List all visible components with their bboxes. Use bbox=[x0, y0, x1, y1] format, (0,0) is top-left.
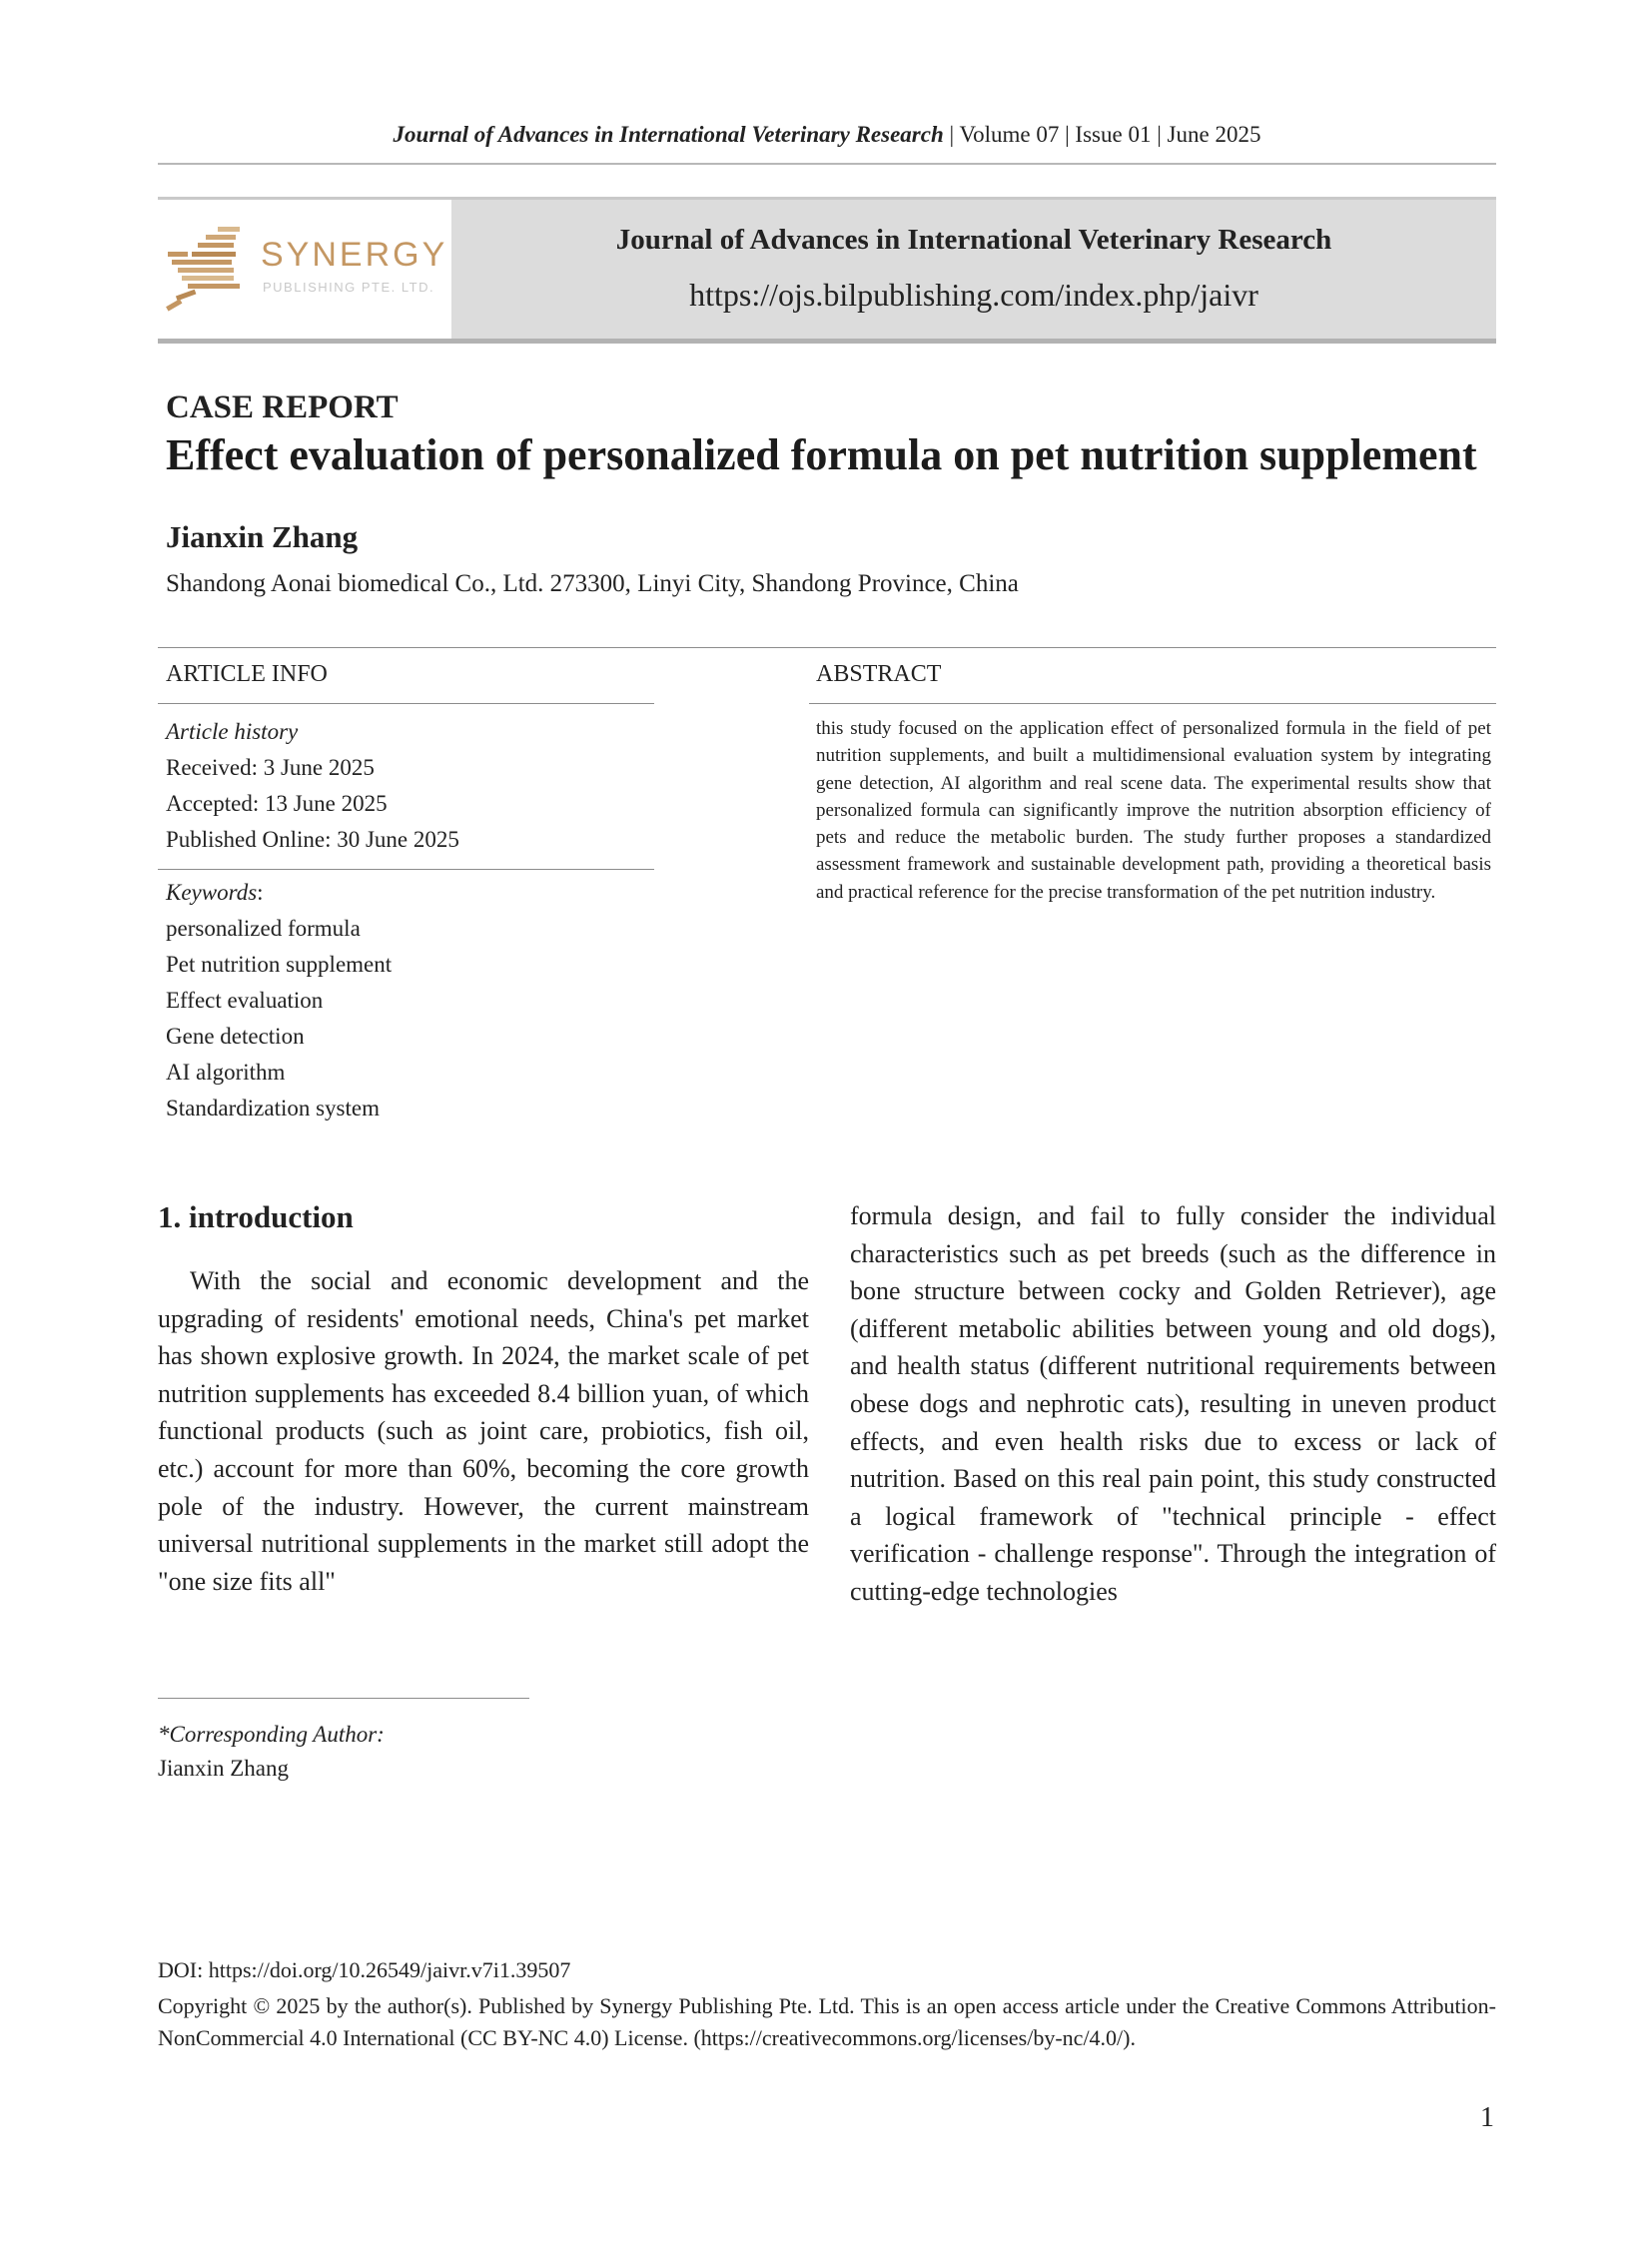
accepted-date: Accepted: 13 June 2025 bbox=[166, 791, 388, 816]
section-heading-introduction: 1. introduction bbox=[158, 1199, 354, 1234]
journal-url-link[interactable]: https://ojs.bilpublishing.com/index.php/jaivr bbox=[689, 277, 1258, 313]
header-rule bbox=[158, 163, 1496, 165]
banner-journal-name: Journal of Advances in International Veterinary Research bbox=[615, 224, 1332, 256]
history-label: Article history bbox=[166, 719, 299, 744]
abstract-text: this study focused on the application effect of personalized formula in the field of pet nutrition supplements, and built a multidimensional evaluation system by integrating gene detection, AI algorithm and real scene data. The experimental results show that personalized formula can significantly improve the nutrition absorption efficiency of pets and reduce the metabolic burden. The study further proposes a standardized assessment framework and sustainable development path, providing a theoretical basis and practical reference for the precise transformation of the pet nutrition industry. bbox=[816, 718, 1491, 903]
keyword-item: Gene detection bbox=[166, 1024, 305, 1049]
corresponding-author-label: *Corresponding Author: bbox=[158, 1722, 385, 1747]
logo-subtitle: PUBLISHING PTE. LTD. bbox=[263, 280, 435, 295]
doi-link[interactable]: DOI: https://doi.org/10.26549/jaivr.v7i1.39507 bbox=[158, 1957, 571, 1982]
keyword-item: Effect evaluation bbox=[166, 988, 324, 1013]
running-head-journal: Journal of Advances in International Veterinary Research bbox=[393, 122, 944, 147]
author-affiliation: Shandong Aonai biomedical Co., Ltd. 273300, Linyi City, Shandong Province, China bbox=[166, 570, 1019, 597]
abstract-heading: ABSTRACT bbox=[816, 661, 942, 687]
abstract-heading-rule bbox=[809, 703, 1496, 704]
article-history bbox=[166, 714, 459, 858]
history-rule bbox=[158, 869, 654, 870]
info-top-rule bbox=[158, 647, 1496, 648]
intro-paragraph-left: With the social and economic development and the upgrading of residents' emotional needs, China's pet market has shown explosive growth. In 2024, the market scale of pet nutrition supplements has exceeded 8.4 billion yuan, of which functional products (such as joint care, probiotics, fish oil, etc.) account for more than 60%, becoming the core growth pole of the industry. However, the current mainstream universal nutritional supplements in the market still adopt the "one size fits all" bbox=[158, 1266, 809, 1596]
keywords-label: Keywords bbox=[166, 880, 258, 905]
keyword-item: AI algorithm bbox=[166, 1060, 286, 1085]
copyright-notice: Copyright © 2025 by the author(s). Published by Synergy Publishing Pte. Ltd. This is an open access article under the Creative Commons Attribution-NonCommercial 4.0 International (CC BY-NC 4.0) License. (https://creativecommons.org/licenses/by-nc/4.0/). bbox=[158, 1993, 1496, 2050]
keywords-block bbox=[166, 875, 392, 1126]
keyword-item: personalized formula bbox=[166, 916, 361, 941]
synergy-logo-icon bbox=[158, 200, 258, 339]
running-head bbox=[158, 122, 1496, 148]
footnote-rule bbox=[158, 1698, 529, 1699]
published-date: Published Online: 30 June 2025 bbox=[166, 827, 459, 852]
article-type: CASE REPORT bbox=[166, 389, 399, 425]
running-head-issue: | Volume 07 | Issue 01 | June 2025 bbox=[943, 122, 1261, 147]
banner-bottom-rule bbox=[158, 339, 1496, 344]
logo-wordmark: SYNERGY bbox=[261, 236, 448, 274]
keyword-item: Pet nutrition supplement bbox=[166, 952, 393, 977]
keyword-item: Standardization system bbox=[166, 1096, 380, 1121]
info-heading-rule bbox=[158, 703, 654, 704]
page-number: 1 bbox=[1480, 2102, 1494, 2133]
corresponding-author-name: Jianxin Zhang bbox=[158, 1756, 289, 1781]
received-date: Received: 3 June 2025 bbox=[166, 755, 375, 780]
article-title: Effect evaluation of personalized formula on pet nutrition supplement bbox=[166, 430, 1477, 479]
article-info-heading: ARTICLE INFO bbox=[166, 661, 328, 687]
intro-paragraph-right: formula design, and fail to fully consider the individual characteristics such as pet breeds (such as the difference in bone structure between cocky and Golden Retriever), age (different metabolic abilities between young and old dogs), and health status (different nutritional requirements between obese dogs and nephrotic cats), resulting in uneven product effects, and even health risks due to excess or lack of nutrition. Based on this real pain point, this study constructed a logical framework of "technical principle - effect verification - challenge response". Through the integration of cutting-edge technologies bbox=[850, 1201, 1496, 1606]
author-name: Jianxin Zhang bbox=[166, 519, 359, 554]
keywords-colon: : bbox=[257, 880, 264, 905]
